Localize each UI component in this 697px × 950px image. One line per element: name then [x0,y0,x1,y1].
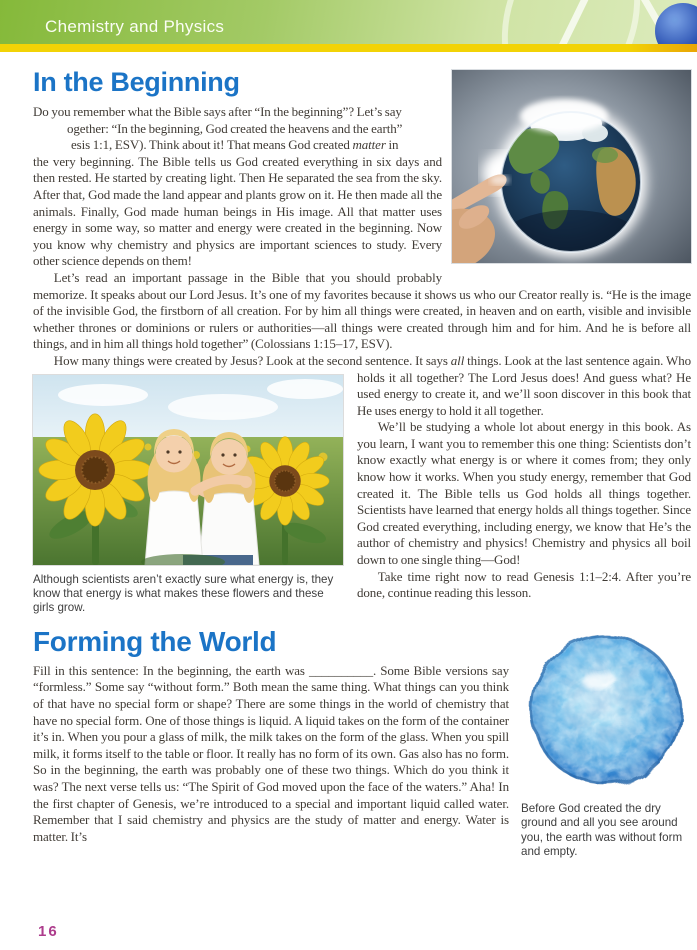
section-heading-1: In the Beginning [33,67,240,97]
blue-atom-graphic [655,3,697,44]
text-line: ogether: “In the beginning, God created the heavens and the earth” [67,120,403,136]
earth-illustration [452,70,691,263]
section-forming-the-world [33,625,691,859]
paragraph-2: Let’s read an important passage in the Bible that you should probably memorize. It speaks about our Lord Jesus. It’s one of my favorites because it shows us who our Creator really is. “He is the image of the invisible God, the firstborn of all creation. For by him all things were created, in heaven and on earth, visible and invisible whether thrones or dominions or rulers or authorities—all things were created through him and for him. And he is before all things, and in him all things hold together” (Colossians 1:15–17, ESV). [33,269,691,352]
water-image-caption: Before God created the dry ground and all you see around you, the earth was without form and empty. [521,801,683,859]
text-line: Do you remember what the Bible says after “In the beginning”? Let’s say [33,104,402,119]
paragraph-6: Fill in this sentence: In the beginning, the earth was __________. Some Bible versions say “formless.” Some say “without form.” Both mean the same thing. What things can you think of that have no special form or shape? There are some things in the world of chemistry that have no special form. One of those things is liquid. A liquid takes on the form of the container it’s in. When you pour a glass of milk, the milk takes on the form of the glass. When you spill milk, it forms itself to the table or floor. It really has no form of its own. Gas also has no form. So in the beginning, the earth was probably one of these two things. Which do you think it was? The next verse tells us: “The Spirit of God moved upon the face of the waters.” Aha! In the first chapter of Genesis, we’re introduced to a special and important liquid called water. Remember that I said chemistry and physics are the study of matter and energy. Water is matter. It’s [33,662,509,844]
section-heading-2: Forming the World [33,625,277,657]
text-line: esis 1:1, ESV). Think about it! That means God created matter in [71,137,399,153]
chapter-title: Chemistry and Physics [45,17,225,36]
sunflower-girls-illustration [33,375,343,565]
paragraph-4: We’ll be studying a whole lot about energy in this book. As you learn, I want you to remember this one thing: Scientists don’t know exactly what energy is or where it comes from; they only know how it works. When you study energy, remember that God created it. The Bible tells us God holds all things together. Scientists have learned that energy holds all things together. Since God created everything, including energy, we know that He’s the author of chemistry and physics! Chemistry and physics all boil down to one single thing—God! [357,419,691,568]
yellow-stripe [0,44,697,52]
page-number: 16 [38,923,59,940]
text-run: again. Who holds it all together? The Lord Jesus does! And guess what? He used energy to create it, and we’ll soon discover in this book that He uses energy to hold it all together. [357,352,691,418]
sunflower-girls-image [33,375,343,616]
water-sphere-image [521,628,691,860]
paragraph-3: How many things were created by Jesus? Look at the second sentence. It says all things. Look at the last sentence Although scientists aren’t exactly sure what energy is, they know that energy is what makes these flowers and these girls grow. again. Who holds it all together? The Lord Jesus does! And guess what? He used energy to create it, and we’ll soon discover in this book that He uses energy to hold it all together. [33,352,691,615]
chapter-banner [0,0,697,44]
text-run: the very beginning. The Bible tells us God created everything in six days and then rested. He started by creating light. Then He separated the sea from the sky. After that, God made the land appear and plants grow on it. He then made all the animals. Finally, God made human beings in His image. All that matter uses energy in some way, so matter and energy were created in the beginning. Now you know why chemistry and physics are important sciences to study. Every other science depends on them! [33,153,442,269]
paragraph-5: Take time right now to read Genesis 1:1–2:4. After you’re done, continue reading this lesson. [357,568,691,601]
section-in-the-beginning [33,67,691,615]
girls-image-caption: Although scientists aren’t exactly sure what energy is, they know that energy is what makes these flowers and these girls grow. [33,572,334,615]
water-sphere-illustration [521,628,691,794]
earth-image [452,70,691,263]
